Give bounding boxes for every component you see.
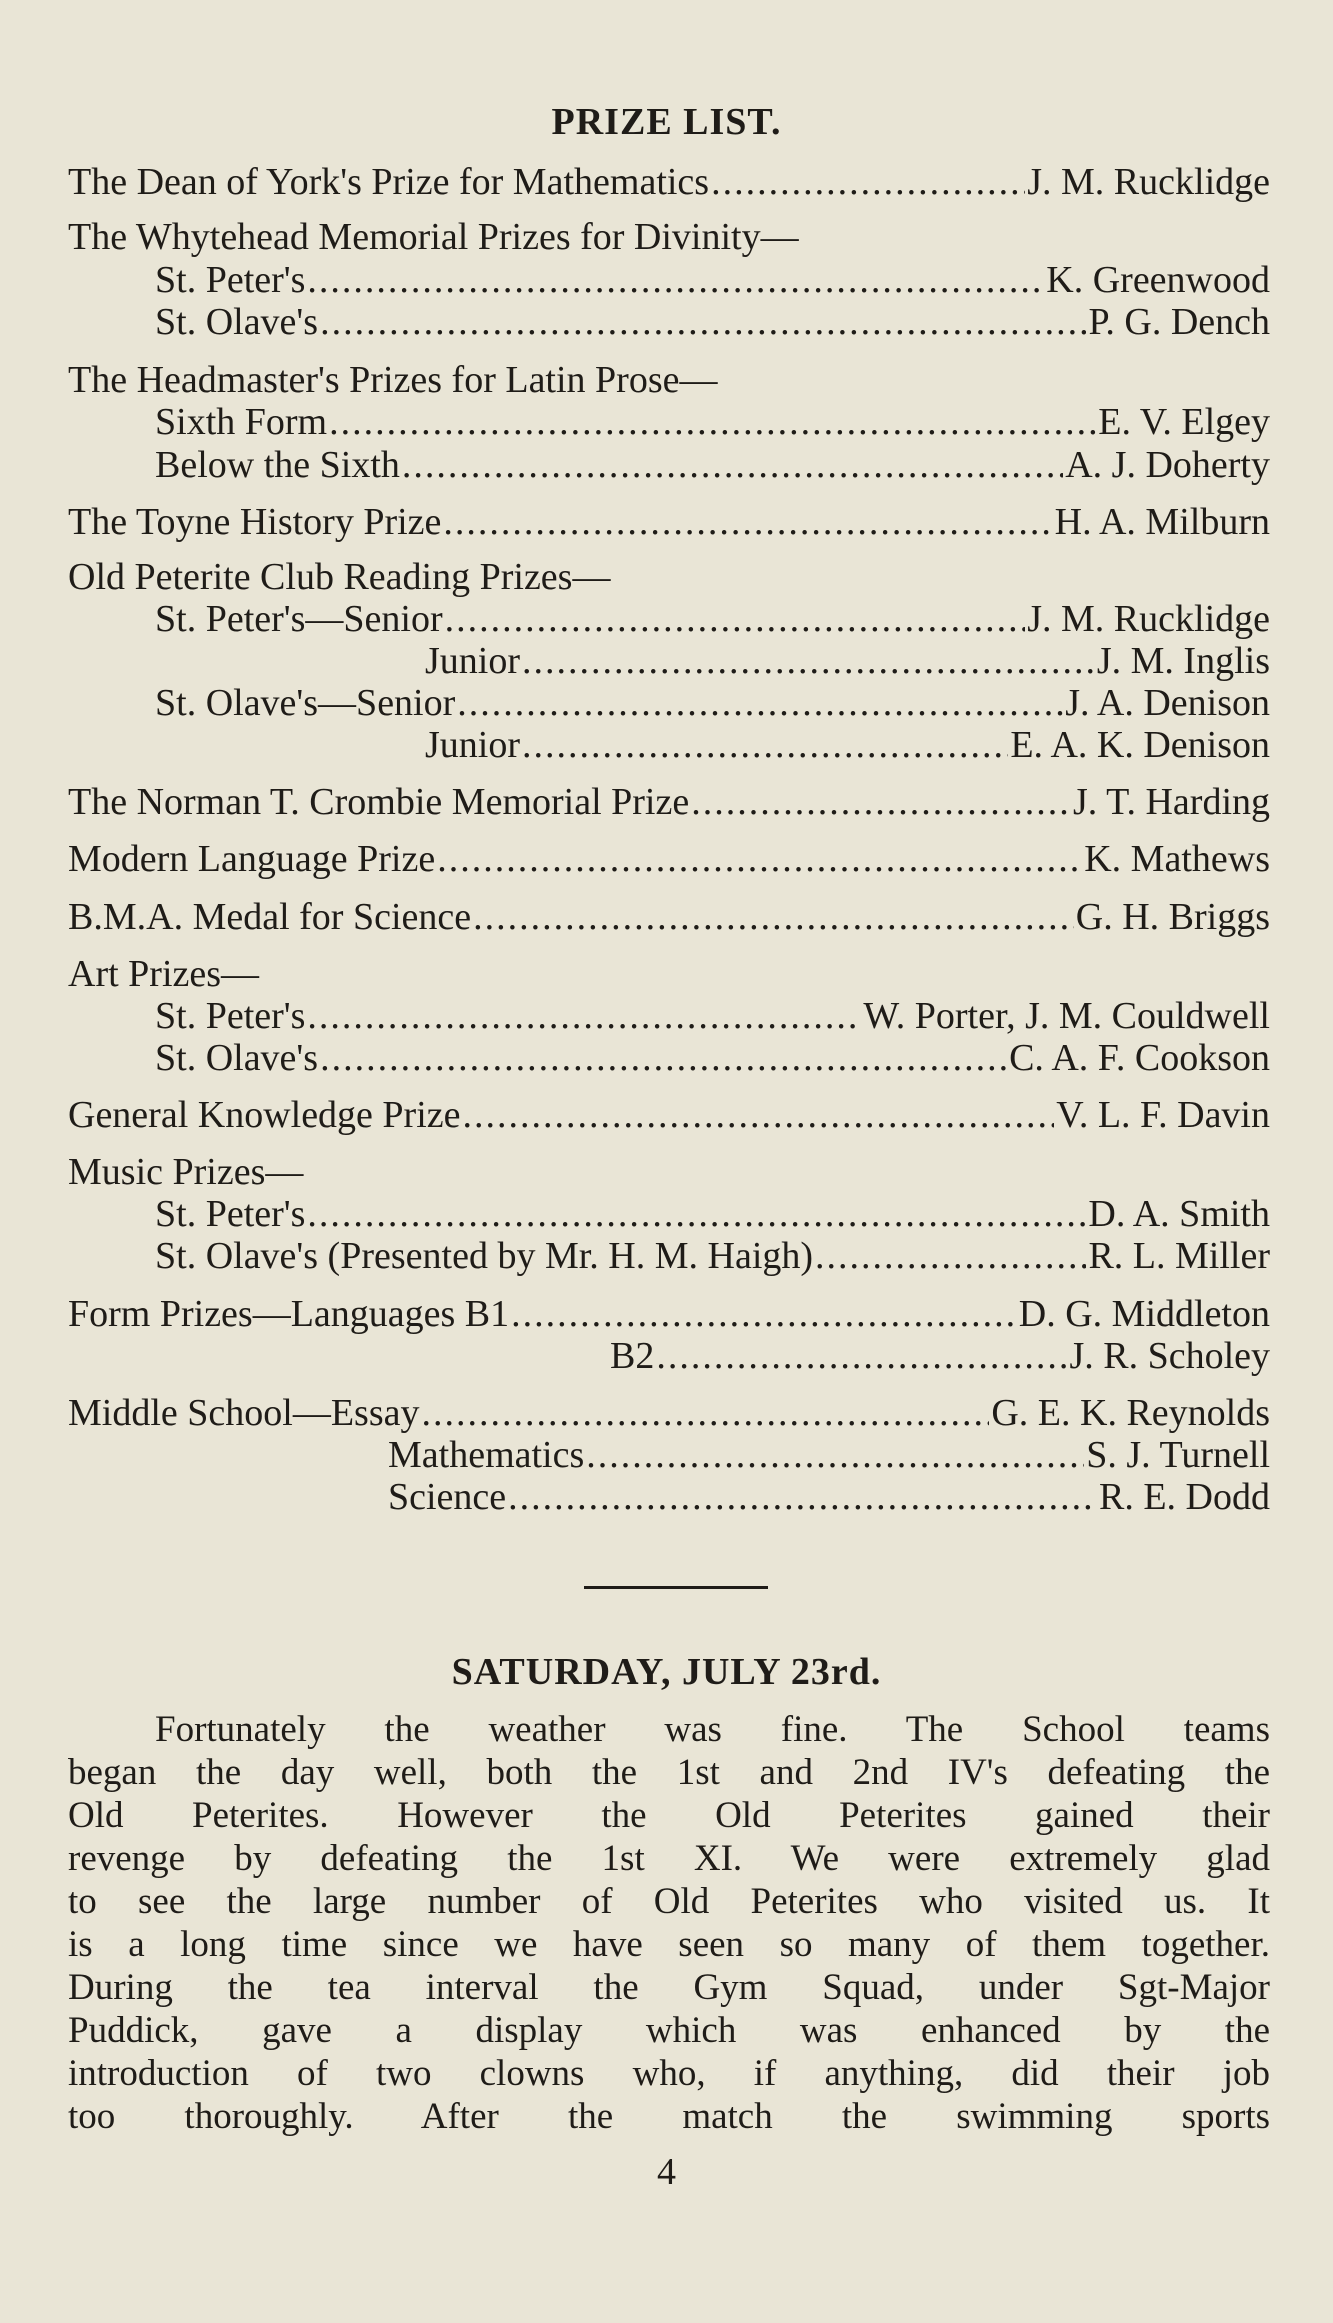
- dot-leader: [656, 1334, 1067, 1378]
- prize-label: St. Olave's: [155, 301, 319, 343]
- prize-winner: R. L. Miller: [1088, 1235, 1270, 1277]
- section-divider: [584, 1586, 768, 1589]
- paragraph-line: Old Peterites. However the Old Peterites gained their: [68, 1795, 1270, 1836]
- prize-label: The Toyne History Prize: [68, 501, 442, 543]
- prize-entry-form-b1: [68, 1292, 1270, 1336]
- dot-leader: [511, 1292, 1017, 1336]
- prize-winner: D. G. Middleton: [1018, 1293, 1270, 1335]
- prize-label: St. Peter's: [155, 1193, 306, 1235]
- prize-entry-sixth-form: [155, 400, 1270, 444]
- prize-winner: J. A. Denison: [1065, 682, 1270, 724]
- paragraph-line: Fortunately the weather was fine. The School teams: [155, 1709, 1270, 1750]
- prize-heading-reading: Old Peterite Club Reading Prizes—: [68, 556, 611, 598]
- paragraph-line: is a long time since we have seen so many of them together.: [68, 1924, 1270, 1965]
- prize-winner: A. J. Doherty: [1065, 444, 1270, 486]
- prize-entry-reading-olaves-junior: [425, 723, 1270, 767]
- prize-label: Science: [388, 1476, 507, 1518]
- prize-heading-headmaster: The Headmaster's Prizes for Latin Prose—: [68, 359, 718, 401]
- prize-heading-whytehead: The Whytehead Memorial Prizes for Divinity—: [68, 216, 799, 258]
- dot-leader: [522, 639, 1095, 683]
- dot-leader: [320, 1036, 1007, 1080]
- prize-entry-crombie: [68, 780, 1270, 824]
- prize-label: Junior: [425, 724, 520, 766]
- paragraph-line: began the day well, both the 1st and 2nd IV's defeating the: [68, 1752, 1270, 1793]
- prize-entry-whytehead-olaves: [155, 300, 1270, 344]
- prize-entry-whytehead-peters: [155, 258, 1270, 302]
- prize-entry-music-olaves: [155, 1234, 1270, 1278]
- prize-entry-dean: [68, 160, 1270, 204]
- paragraph-line: During the tea interval the Gym Squad, under Sgt-Major: [68, 1967, 1270, 2008]
- prize-winner: J. M. Inglis: [1096, 640, 1270, 682]
- prize-label: Sixth Form: [155, 401, 328, 443]
- prize-winner: W. Porter, J. M. Couldwell: [863, 995, 1270, 1037]
- dot-leader: [421, 1391, 989, 1435]
- prize-winner: G. E. K. Reynolds: [991, 1392, 1270, 1434]
- prize-label: B.M.A. Medal for Science: [68, 896, 472, 938]
- dot-leader: [307, 994, 861, 1038]
- prize-label: Modern Language Prize: [68, 838, 436, 880]
- prize-label: St. Olave's—Senior: [155, 682, 456, 724]
- prize-label: St. Olave's (Presented by Mr. H. M. Haigh): [155, 1235, 814, 1277]
- prize-entry-modern-language: [68, 837, 1270, 881]
- prize-entry-art-olaves: [155, 1036, 1270, 1080]
- prize-entry-toyne: [68, 500, 1270, 544]
- paragraph-line: introduction of two clowns who, if anything, did their job: [68, 2053, 1270, 2094]
- prize-label: B2: [610, 1335, 655, 1377]
- dot-leader: [307, 258, 1044, 302]
- dot-leader: [522, 723, 1008, 767]
- dot-leader: [473, 895, 1074, 939]
- prize-entry-reading-peters-junior: [425, 639, 1270, 683]
- prize-winner: K. Greenwood: [1046, 259, 1270, 301]
- prize-label: St. Peter's: [155, 995, 306, 1037]
- prize-heading-music: Music Prizes—: [68, 1151, 304, 1193]
- prize-entry-general-knowledge: [68, 1093, 1270, 1137]
- prize-winner: V. L. F. Davin: [1056, 1094, 1270, 1136]
- prize-entry-middle-mathematics: [388, 1433, 1270, 1477]
- prize-winner: E. V. Elgey: [1098, 401, 1270, 443]
- dot-leader: [437, 837, 1082, 881]
- prize-entry-reading-peters-senior: [155, 597, 1270, 641]
- dot-leader: [457, 681, 1063, 725]
- dot-leader: [463, 1093, 1055, 1137]
- prize-label: The Dean of York's Prize for Mathematics: [68, 161, 710, 203]
- prize-label: General Knowledge Prize: [68, 1094, 461, 1136]
- prize-label: The Norman T. Crombie Memorial Prize: [68, 781, 690, 823]
- prize-entry-middle-essay: [68, 1391, 1270, 1435]
- dot-leader: [815, 1234, 1086, 1278]
- prize-winner: G. H. Briggs: [1075, 896, 1270, 938]
- paragraph-line: revenge by defeating the 1st XI. We were extremely glad: [68, 1838, 1270, 1879]
- paragraph-line: too thoroughly. After the match the swimming sports: [68, 2096, 1270, 2137]
- prize-winner: R. E. Dodd: [1099, 1476, 1270, 1518]
- dot-leader: [445, 597, 1026, 641]
- page-number: 4: [657, 2151, 676, 2193]
- prize-label: St. Peter's—Senior: [155, 598, 443, 640]
- prize-winner: K. Mathews: [1084, 838, 1270, 880]
- prize-winner: C. A. F. Cookson: [1009, 1037, 1270, 1079]
- prize-winner: J. M. Rucklidge: [1027, 161, 1270, 203]
- prize-label: Mathematics: [388, 1434, 585, 1476]
- dot-leader: [307, 1192, 1086, 1236]
- dot-leader: [508, 1475, 1097, 1519]
- dot-leader: [329, 400, 1096, 444]
- dot-leader: [320, 300, 1086, 344]
- prize-entry-reading-olaves-senior: [155, 681, 1270, 725]
- prize-winner: J. T. Harding: [1072, 781, 1270, 823]
- prize-winner: H. A. Milburn: [1054, 501, 1270, 543]
- prize-winner: P. G. Dench: [1088, 301, 1270, 343]
- prize-label: St. Olave's: [155, 1037, 319, 1079]
- prize-entry-form-b2: [610, 1334, 1270, 1378]
- prize-winner: J. M. Rucklidge: [1027, 598, 1270, 640]
- prize-entry-bma: [68, 895, 1270, 939]
- prize-winner: E. A. K. Denison: [1010, 724, 1270, 766]
- prize-winner: S. J. Turnell: [1086, 1434, 1270, 1476]
- prize-list-title: PRIZE LIST.: [551, 101, 782, 143]
- prize-label: Middle School—Essay: [68, 1392, 420, 1434]
- prize-entry-music-peters: [155, 1192, 1270, 1236]
- paragraph-line: Puddick, gave a display which was enhanced by the: [68, 2010, 1270, 2051]
- prize-winner: D. A. Smith: [1088, 1193, 1270, 1235]
- prize-heading-art: Art Prizes—: [68, 953, 260, 995]
- prize-winner: J. R. Scholey: [1069, 1335, 1270, 1377]
- prize-entry-art-peters: [155, 994, 1270, 1038]
- prize-label: Junior: [425, 640, 520, 682]
- dot-leader: [711, 160, 1025, 204]
- prize-label: St. Peter's: [155, 259, 306, 301]
- dot-leader: [402, 443, 1063, 487]
- prize-entry-middle-science: [388, 1475, 1270, 1519]
- dot-leader: [586, 1433, 1084, 1477]
- saturday-heading: SATURDAY, JULY 23rd.: [451, 1651, 882, 1693]
- paragraph-line: to see the large number of Old Peterites who visited us. It: [68, 1881, 1270, 1922]
- prize-label: Form Prizes—Languages B1: [68, 1293, 510, 1335]
- prize-entry-below-sixth: [155, 443, 1270, 487]
- dot-leader: [443, 500, 1052, 544]
- dot-leader: [691, 780, 1071, 824]
- prize-label: Below the Sixth: [155, 444, 400, 486]
